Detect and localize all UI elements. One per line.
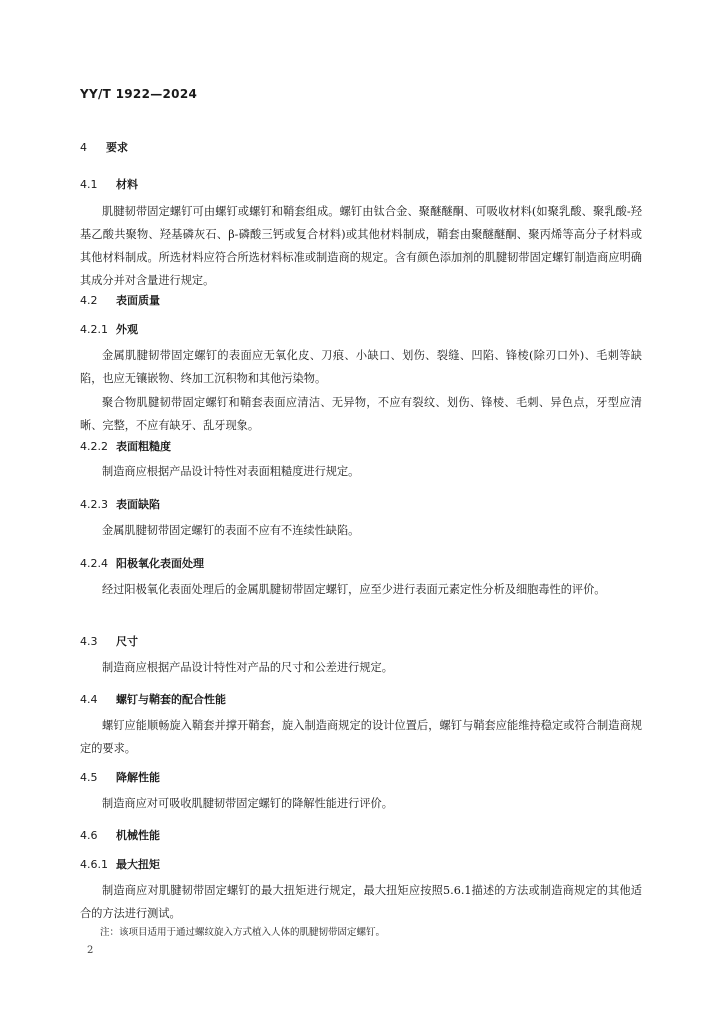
paragraph-4-2-4: 经过阳极氧化表面处理后的金属肌腱韧带固定螺钉，应至少进行表面元素定性分析及细胞毒性的评价。 xyxy=(102,583,606,596)
paragraph-4-2-3: 金属肌腱韧带固定螺钉的表面不应有不连续性缺陷。 xyxy=(102,524,360,537)
note: 注：该项目适用于通过螺纹旋入方式植入人体的肌腱韧带固定螺钉。 xyxy=(100,927,386,938)
heading-4-1: 4.1 材料 xyxy=(80,178,138,191)
paragraph-4-4: 螺钉应能顺畅旋入鞘套并撑开鞘套，旋入制造商规定的设计位置后，螺钉与鞘套应能维持稳定或符合制造商规定的要求。 xyxy=(80,719,642,755)
paragraph-4-5: 制造商应对可吸收肌腱韧带固定螺钉的降解性能进行评价。 xyxy=(102,797,393,810)
page-number: 2 xyxy=(87,945,94,956)
heading-4-2-3: 4.2.3 表面缺陷 xyxy=(80,498,160,511)
paragraph-4-2-2: 制造商应根据产品设计特性对表面粗糙度进行规定。 xyxy=(102,465,360,478)
paragraph-4-6-1: 制造商应对肌腱韧带固定螺钉的最大扭矩进行规定，最大扭矩应按照5.6.1描述的方法或制造商规定的其他适合的方法进行测试。 xyxy=(80,884,642,920)
heading-4-5: 4.5 降解性能 xyxy=(80,771,160,784)
heading-4: 4 要求 xyxy=(80,141,128,154)
paragraph-4-1: 肌腱韧带固定螺钉可由螺钉或螺钉和鞘套组成。螺钉由钛合金、聚醚醚酮、可吸收材料(如聚乳酸、聚乳酸-羟基乙酸共聚物、羟基磷灰石、β-磷酸三钙或复合材料)或其他材料制成，鞘套由聚醚醚酮、聚丙烯等高分子材料或其他材料制成。所选材料应符合所选材料标准或制造商的规定。含有颜色添加剂的肌腱韧带固定螺钉制造商应明确其成分并对含量进行规定。 xyxy=(80,205,642,287)
paragraph-4-2-1-a: 金属肌腱韧带固定螺钉的表面应无氧化皮、刀痕、小缺口、划伤、裂缝、凹陷、锋棱(除刃口外)、毛刺等缺陷，也应无镶嵌物、终加工沉积物和其他污染物。 xyxy=(80,349,642,385)
heading-4-2-1: 4.2.1 外观 xyxy=(80,323,138,336)
standard-header: YY/T 1922—2024 xyxy=(80,87,198,101)
heading-4-2: 4.2 表面质量 xyxy=(80,294,160,307)
heading-4-6: 4.6 机械性能 xyxy=(80,829,160,842)
heading-4-2-4: 4.2.4 阳极氧化表面处理 xyxy=(80,557,204,570)
heading-4-6-1: 4.6.1 最大扭矩 xyxy=(80,858,160,871)
heading-4-3: 4.3 尺寸 xyxy=(80,635,138,648)
heading-4-2-2: 4.2.2 表面粗糙度 xyxy=(80,440,171,453)
paragraph-4-2-1-b: 聚合物肌腱韧带固定螺钉和鞘套表面应清洁、无异物，不应有裂纹、划伤、锋棱、毛刺、异色点，牙型应清晰、完整，不应有缺牙、乱牙现象。 xyxy=(80,396,642,432)
heading-4-4: 4.4 螺钉与鞘套的配合性能 xyxy=(80,693,226,706)
paragraph-4-3: 制造商应根据产品设计特性对产品的尺寸和公差进行规定。 xyxy=(102,661,393,674)
